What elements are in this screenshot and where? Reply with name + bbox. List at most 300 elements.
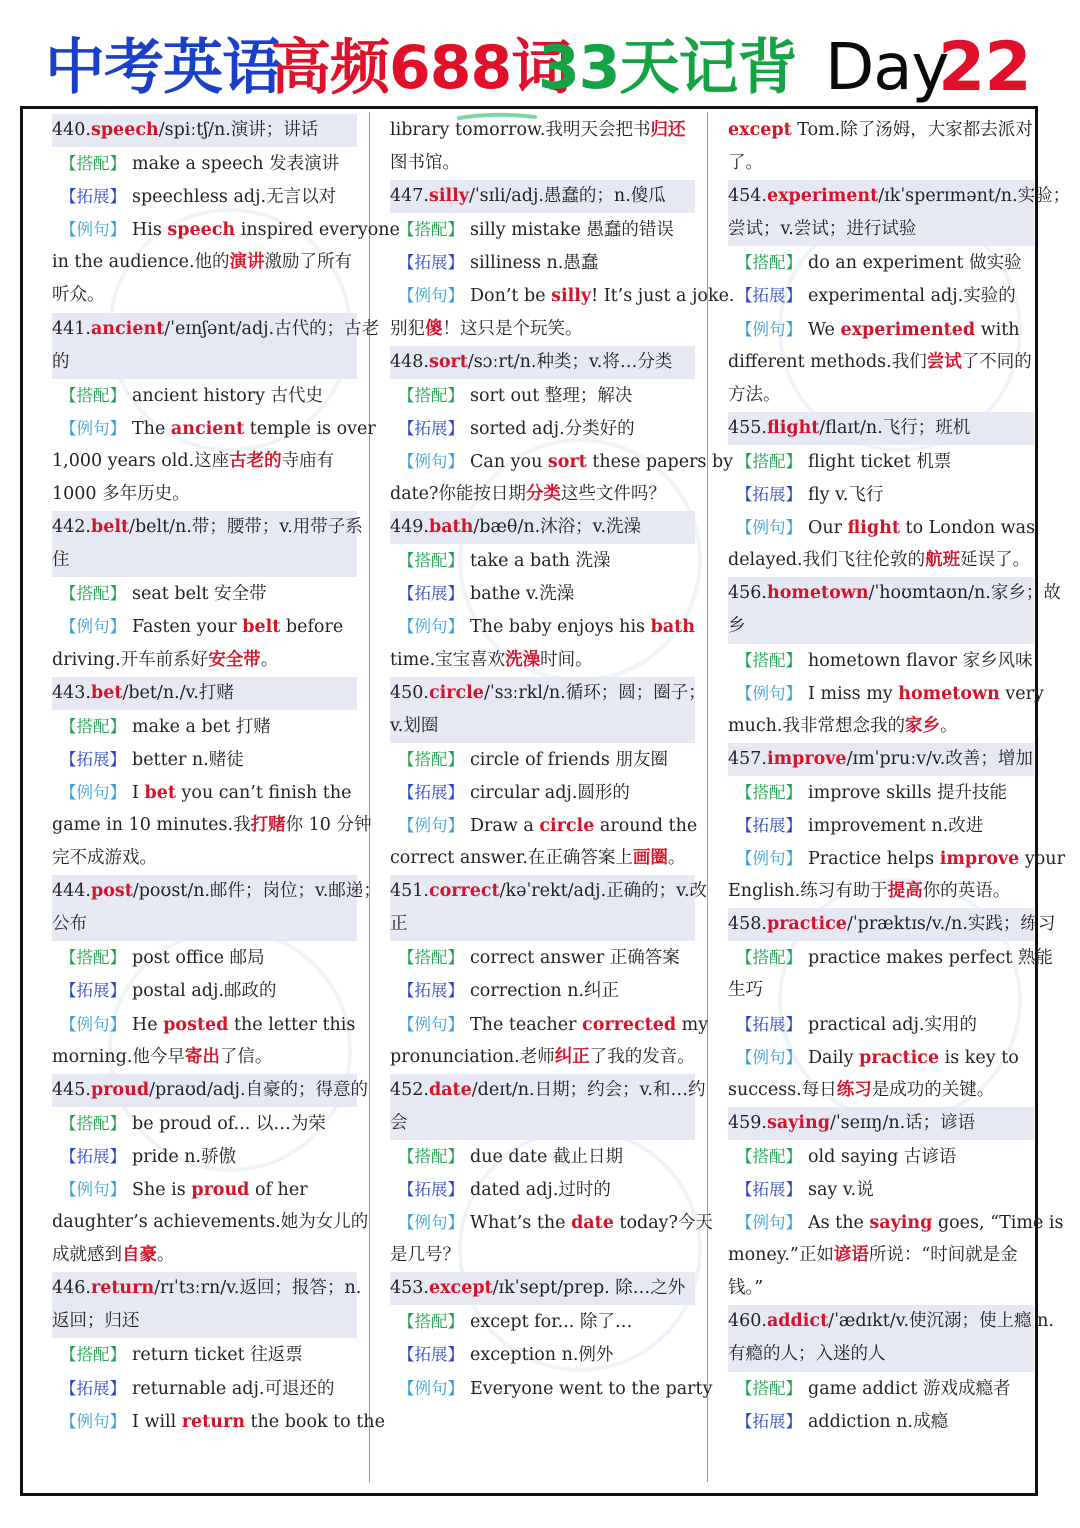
highlighted-word: proud	[191, 1180, 250, 1200]
entry-line	[728, 1074, 1034, 1107]
entry-text: practice makes perfect 熟能	[808, 948, 1053, 969]
text-segment: 所说：“时间就是金	[868, 1245, 1018, 1266]
phonetic-and-meaning: /ˈsɪli/adj.愚蠢的；n.傻瓜	[468, 186, 666, 207]
entry-number: 448.	[390, 351, 429, 372]
entry-line	[390, 379, 695, 412]
headword-row	[390, 1074, 706, 1107]
tag-label-tz: 【拓展】	[398, 1180, 464, 1199]
text-segment: your	[1019, 849, 1065, 870]
entry-text: do an experiment 做实验	[808, 253, 1022, 274]
entry-line	[390, 114, 695, 147]
entry-line	[52, 1140, 357, 1173]
text-segment: money.”正如	[728, 1245, 834, 1266]
highlighted-word: 打赌	[250, 814, 286, 835]
phonetic-and-meaning: /ˈpræktɪs/v./n.实践；练习	[846, 914, 1056, 935]
entry-text: improvement n.改进	[808, 815, 984, 836]
tag-label-lj: 【例句】	[398, 1213, 464, 1233]
tag-label-dp: 【搭配】	[60, 584, 126, 604]
headword: bet	[90, 682, 123, 703]
highlighted-word: hometown	[898, 683, 1000, 704]
tag-label-tz: 【拓展】	[60, 749, 126, 769]
headword: circle	[428, 682, 484, 703]
entry-line	[390, 1008, 709, 1041]
entry-line	[390, 743, 695, 776]
highlighted-word: flight	[847, 518, 900, 539]
entry-line	[728, 610, 1034, 643]
tag-label-tz: 【拓展】	[736, 286, 802, 306]
tag-label-lj: 【例句】	[60, 1180, 126, 1199]
entry-line	[728, 544, 1034, 577]
entry-line	[728, 346, 1034, 379]
entry-line	[728, 1272, 1034, 1305]
entry-text: ancient history 古代史	[132, 385, 324, 406]
text-segment: The teacher	[470, 1014, 583, 1035]
tag-label-tz: 【拓展】	[398, 1345, 464, 1365]
entry-line	[390, 1239, 695, 1272]
text-segment: 生巧	[728, 980, 763, 1001]
tag-label-lj: 【例句】	[736, 518, 802, 538]
tag-label-lj: 【例句】	[60, 418, 126, 438]
headword: flight	[766, 417, 820, 438]
entry-line	[728, 511, 1034, 544]
highlighted-word: bet	[144, 782, 176, 803]
highlighted-word: 演讲	[229, 252, 265, 273]
text-segment: Practice helps	[808, 849, 940, 870]
headword-row	[390, 511, 695, 544]
text-segment: Fasten your	[132, 617, 243, 638]
phonetic-and-meaning: /praʊd/adj.自豪的；得意的	[149, 1079, 369, 1100]
text-segment: 听众。	[52, 285, 105, 306]
tag-label-lj: 【例句】	[736, 1213, 802, 1233]
headword-row	[52, 1074, 369, 1107]
tag-label-dp: 【搭配】	[60, 154, 126, 174]
entry-line	[52, 1338, 357, 1371]
text-segment: date?你能按日期	[390, 484, 526, 505]
highlighted-word: 古老的	[229, 450, 282, 471]
text-segment: What’s the	[470, 1213, 572, 1234]
phonetic-and-meaning: /ɪmˈpruːv/v.改善；增加	[846, 748, 1033, 769]
text-segment: ！这只是个玩笑。	[442, 318, 583, 339]
text-segment: 这些文件吗？	[560, 484, 666, 505]
entry-line	[390, 313, 695, 346]
text-segment: 公布	[52, 914, 87, 935]
tag-label-tz: 【拓展】	[60, 187, 126, 207]
text-segment: 乡	[728, 616, 746, 637]
entry-line	[390, 445, 734, 478]
entry-line	[728, 478, 1034, 511]
entry-text: circular adj.圆形的	[470, 782, 630, 803]
text-segment: correct answer.在正确答案上	[390, 848, 633, 869]
headword: practice	[766, 914, 847, 935]
entry-text: practical adj.实用的	[808, 1014, 977, 1035]
tag-label-dp: 【搭配】	[736, 1378, 802, 1398]
entry-line	[390, 1140, 695, 1173]
highlighted-word: 分类	[525, 484, 561, 505]
highlighted-word: except	[728, 120, 792, 140]
text-segment: 了不同的	[961, 351, 1032, 372]
entry-line	[52, 776, 357, 809]
entry-line	[52, 412, 376, 445]
highlighted-word: speech	[167, 220, 236, 241]
text-segment: 。	[940, 715, 958, 736]
headword: correct	[428, 881, 500, 902]
text-segment: Draw a	[470, 815, 540, 836]
entry-text: postal adj.邮政的	[132, 981, 277, 1002]
highlighted-word: posted	[163, 1014, 229, 1035]
text-segment: game in 10 minutes.我	[52, 814, 251, 835]
entry-line	[52, 577, 357, 610]
phonetic-and-meaning: /spiːtʃ/n.演讲；讲话	[158, 120, 319, 140]
phonetic-and-meaning: /rɪˈtɜːrn/v.返回；报答；n.	[154, 1278, 362, 1299]
tag-label-lj: 【例句】	[736, 849, 802, 869]
entry-line	[52, 346, 357, 379]
entry-text: due date 截止日期	[470, 1146, 623, 1167]
tag-label-tz: 【拓展】	[736, 1014, 802, 1034]
headword: hometown	[766, 583, 869, 604]
highlighted-word: 傻	[425, 318, 443, 339]
text-segment: I	[132, 782, 145, 803]
highlighted-word: 画圈	[632, 848, 668, 869]
entry-line	[390, 544, 695, 577]
text-segment: His	[132, 220, 168, 241]
entry-line	[52, 974, 357, 1007]
entry-line	[52, 147, 357, 180]
entry-line	[390, 809, 698, 842]
entry-line	[390, 776, 695, 809]
tag-label-lj: 【例句】	[736, 683, 802, 703]
title-part-2: 高频688词	[271, 33, 571, 103]
tag-label-tz: 【拓展】	[398, 418, 464, 438]
highlighted-word: improve	[939, 849, 1020, 870]
entry-number: 446.	[52, 1278, 91, 1299]
phonetic-and-meaning: /poʊst/n.邮件；岗位；v.邮递；	[132, 881, 381, 902]
entry-number: 455.	[728, 417, 767, 438]
highlighted-word: experimented	[840, 319, 976, 340]
entry-text: fly v.飞行	[808, 485, 884, 506]
entry-number: 442.	[52, 517, 91, 538]
text-segment: 别犯	[390, 318, 425, 339]
entry-line	[390, 478, 695, 511]
highlighted-word: 提高	[887, 881, 923, 902]
entry-line	[390, 147, 695, 180]
text-segment: goes, “Time is	[932, 1213, 1064, 1234]
entry-number: 440.	[52, 120, 91, 140]
text-segment: pronunciation.老师	[390, 1046, 555, 1067]
entry-line	[390, 1338, 695, 1371]
text-segment: Our	[808, 518, 848, 539]
entry-number: 445.	[52, 1079, 91, 1100]
page-title	[45, 28, 1045, 112]
text-segment: delayed.我们飞往伦敦的	[728, 550, 926, 571]
text-segment: 正	[390, 914, 408, 935]
text-segment: morning.他今早	[52, 1046, 185, 1067]
text-segment: the letter this	[228, 1014, 356, 1035]
tag-label-dp: 【搭配】	[60, 1345, 126, 1365]
phonetic-and-meaning: /ɪkˈsperɪmənt/n.实验；	[878, 186, 1071, 207]
text-segment: 完不成游戏。	[52, 848, 157, 869]
entry-text: silliness n.愚蠢	[470, 253, 599, 274]
phonetic-and-meaning: /ˈædɪkt/v.使沉溺；使上瘾 n.	[828, 1311, 1054, 1332]
highlighted-word: belt	[242, 617, 281, 638]
text-segment: 图书馆。	[390, 153, 460, 174]
highlighted-word: 自豪	[122, 1245, 157, 1266]
entry-line	[52, 941, 357, 974]
tag-label-lj: 【例句】	[60, 782, 126, 802]
entry-line	[52, 180, 357, 213]
headword: saying	[766, 1112, 830, 1133]
entry-text: circle of friends 朋友圈	[470, 749, 668, 770]
headword: return	[90, 1278, 155, 1299]
text-segment: I miss my	[808, 683, 899, 704]
headword-row	[52, 313, 380, 346]
tag-label-dp: 【搭配】	[736, 451, 802, 471]
highlighted-word: 安全带	[208, 649, 261, 670]
headword: bath	[428, 517, 474, 538]
entry-text: exception n.例外	[470, 1345, 614, 1366]
text-segment: to London was	[899, 518, 1036, 539]
entry-line	[52, 1239, 357, 1272]
phonetic-and-meaning: /ˈhoʊmtaʊn/n.家乡；故	[868, 583, 1061, 604]
entry-line	[52, 1305, 357, 1338]
entry-line	[52, 743, 357, 776]
headword-row	[52, 875, 381, 908]
text-segment: 寺庙有	[281, 450, 335, 471]
entry-line	[390, 710, 695, 743]
entry-line	[728, 1173, 1034, 1206]
text-segment: with	[975, 319, 1020, 340]
text-segment: 。	[157, 1245, 175, 1266]
vocab-column-2	[390, 114, 735, 1405]
entry-number: 459.	[728, 1112, 767, 1133]
text-segment: 了信。	[219, 1046, 273, 1067]
entry-line	[390, 577, 695, 610]
entry-line	[390, 908, 695, 941]
tag-label-tz: 【拓展】	[736, 815, 802, 835]
entry-text: seat belt 安全带	[132, 584, 267, 605]
tag-label-dp: 【搭配】	[60, 1113, 126, 1133]
entry-line	[390, 610, 695, 643]
entry-line	[728, 1140, 1034, 1173]
entry-text: old saying 古谚语	[808, 1146, 957, 1167]
vocab-column-1	[52, 114, 400, 1438]
text-segment: 你 10 分钟	[285, 814, 372, 835]
entry-line	[728, 875, 1034, 908]
headword: experiment	[766, 186, 879, 207]
entry-line	[728, 941, 1053, 974]
headword: ancient	[90, 318, 165, 339]
text-segment: you can’t finish the	[175, 782, 352, 803]
entry-text: speechless adj.无言以对	[132, 187, 337, 208]
entry-line	[390, 974, 695, 1007]
entry-line	[728, 279, 1034, 312]
tag-label-dp: 【搭配】	[398, 551, 464, 571]
phonetic-and-meaning: /belt/n.带；腰带；v.用带子系	[129, 517, 363, 538]
entry-number: 447.	[390, 186, 429, 207]
entry-line	[52, 1173, 357, 1206]
tag-label-dp: 【搭配】	[398, 948, 464, 968]
entry-line	[390, 941, 695, 974]
entry-line	[52, 544, 357, 577]
entry-number: 457.	[728, 748, 767, 769]
text-segment: English.练习有助于	[728, 881, 888, 902]
entry-number: 454.	[728, 186, 767, 207]
tag-label-tz: 【拓展】	[398, 782, 464, 802]
headword: addict	[766, 1311, 829, 1332]
entry-line	[390, 412, 695, 445]
entry-line	[52, 908, 357, 941]
entry-line	[390, 644, 695, 677]
entry-line	[390, 279, 735, 312]
text-segment: much.我非常想念我的	[728, 715, 905, 736]
headword-row	[728, 412, 1034, 445]
entry-number: 444.	[52, 881, 91, 902]
entry-number: 450.	[390, 682, 429, 703]
entry-number: 460.	[728, 1311, 767, 1332]
tag-label-lj: 【例句】	[60, 617, 126, 637]
text-segment: Don’t be	[470, 286, 552, 307]
text-segment: 的	[52, 351, 70, 372]
entry-line	[390, 1305, 695, 1338]
text-segment: v.划圈	[390, 715, 439, 736]
headword: silly	[428, 186, 469, 207]
text-segment: the book to the	[244, 1411, 385, 1432]
text-segment: 。	[667, 848, 686, 869]
entry-line	[728, 842, 1065, 875]
text-segment: 。	[260, 649, 279, 670]
text-segment: I will	[132, 1411, 182, 1432]
entry-number: 452.	[390, 1079, 429, 1100]
headword: improve	[766, 748, 847, 769]
text-segment: these papers by	[586, 451, 734, 472]
headword: sort	[428, 351, 468, 372]
entry-text: addiction n.成瘾	[808, 1411, 949, 1432]
tag-label-dp: 【搭配】	[398, 220, 464, 240]
entry-number: 456.	[728, 583, 767, 604]
text-segment: very	[999, 683, 1044, 704]
entry-text: dated adj.过时的	[470, 1180, 611, 1200]
text-segment: 方法。	[728, 384, 781, 405]
entry-line	[390, 842, 695, 875]
tag-label-lj: 【例句】	[398, 1378, 464, 1398]
headword-row	[390, 180, 695, 213]
headword: belt	[90, 517, 130, 538]
entry-text: silly mistake 愚蠢的错误	[470, 220, 674, 241]
text-segment: 返回；归还	[52, 1311, 140, 1332]
headword: post	[90, 881, 133, 902]
text-segment: 是成功的关键。	[871, 1079, 995, 1100]
entry-line	[52, 644, 357, 677]
phonetic-and-meaning: /flaɪt/n.飞行；班机	[819, 417, 971, 438]
text-segment: success.每日	[728, 1079, 837, 1100]
tag-label-dp: 【搭配】	[398, 385, 464, 405]
entry-text: take a bath 洗澡	[470, 551, 611, 572]
entry-text: say v.说	[808, 1180, 874, 1200]
entry-text: correct answer 正确答案	[470, 948, 680, 969]
column-divider-2	[707, 112, 708, 1482]
text-segment: The baby enjoys his	[470, 617, 651, 638]
text-segment: 1000 多年历史。	[52, 484, 190, 505]
text-segment: 会	[390, 1112, 408, 1133]
entry-text: improve skills 提升技能	[808, 782, 1008, 803]
highlighted-word: corrected	[582, 1014, 677, 1035]
tag-label-tz: 【拓展】	[736, 1411, 802, 1431]
highlighted-word: 谚语	[833, 1245, 869, 1266]
text-segment: As the	[808, 1213, 870, 1234]
tag-label-dp: 【搭配】	[736, 1146, 802, 1166]
headword: proud	[90, 1079, 150, 1100]
entry-line	[52, 445, 357, 478]
entry-line	[52, 1107, 357, 1140]
tag-label-lj: 【例句】	[736, 319, 802, 339]
entry-number: 441.	[52, 318, 91, 339]
tag-label-lj: 【例句】	[398, 617, 464, 637]
highlighted-word: ancient	[170, 418, 245, 439]
text-segment: The	[132, 418, 171, 439]
entry-text: make a bet 打赌	[132, 716, 271, 737]
text-segment: Tom.除了汤姆，大家都去派对	[791, 120, 1033, 140]
phonetic-and-meaning: /sɔːrt/n.种类；v.将…分类	[467, 351, 673, 372]
highlighted-word: saying	[869, 1213, 933, 1234]
headword-row	[52, 677, 357, 710]
tag-label-tz: 【拓展】	[60, 1378, 126, 1398]
entry-text: game addict 游戏成瘾者	[808, 1378, 1011, 1399]
highlighted-word: 练习	[836, 1079, 872, 1100]
text-segment: Can you	[470, 451, 548, 472]
entry-line	[728, 1338, 1034, 1371]
entry-line	[728, 1041, 1034, 1074]
highlighted-word: bath	[650, 617, 695, 638]
tag-label-dp: 【搭配】	[60, 385, 126, 405]
text-segment: 是几号？	[390, 1245, 460, 1266]
tag-label-lj: 【例句】	[60, 1411, 126, 1431]
entry-line	[390, 1206, 713, 1239]
entry-number: 458.	[728, 914, 767, 935]
text-segment: Daily	[808, 1047, 860, 1068]
entry-line	[728, 213, 1034, 246]
tag-label-tz: 【拓展】	[736, 1180, 802, 1199]
text-segment: daughter’s achievements.她为女儿的	[52, 1212, 369, 1233]
entry-line	[52, 610, 357, 643]
text-segment: 时间。	[540, 649, 593, 670]
entry-line	[728, 114, 1034, 147]
entry-line	[728, 379, 1034, 412]
headword-row	[390, 346, 695, 379]
phonetic-and-meaning: /kəˈrekt/adj.正确的；v.改	[499, 881, 708, 902]
text-segment: temple is over	[244, 418, 376, 439]
highlighted-word: circle	[539, 815, 595, 836]
entry-line	[728, 1405, 1034, 1438]
phonetic-and-meaning: /deɪt/n.日期；约会；v.和…约	[471, 1079, 706, 1100]
entry-text: sorted adj.分类好的	[470, 418, 635, 439]
entry-line	[52, 1405, 385, 1438]
tag-label-dp: 【搭配】	[736, 253, 802, 273]
headword-row	[52, 114, 357, 147]
text-segment: before	[280, 617, 344, 638]
entry-line	[728, 1239, 1034, 1272]
entry-text: except for... 除了…	[470, 1312, 633, 1333]
headword: date	[428, 1079, 472, 1100]
tag-label-dp: 【搭配】	[398, 1146, 464, 1166]
headword: except	[428, 1278, 493, 1299]
text-segment: library tomorrow.我明天会把书	[390, 120, 651, 140]
highlighted-word: 航班	[925, 550, 961, 571]
tag-label-dp: 【搭配】	[398, 749, 464, 769]
text-segment: Everyone went to the party	[470, 1378, 713, 1399]
text-segment: 了我的发音。	[589, 1046, 695, 1067]
tag-label-lj: 【例句】	[736, 1047, 802, 1067]
entry-number: 453.	[390, 1278, 429, 1299]
entry-line	[728, 710, 1034, 743]
